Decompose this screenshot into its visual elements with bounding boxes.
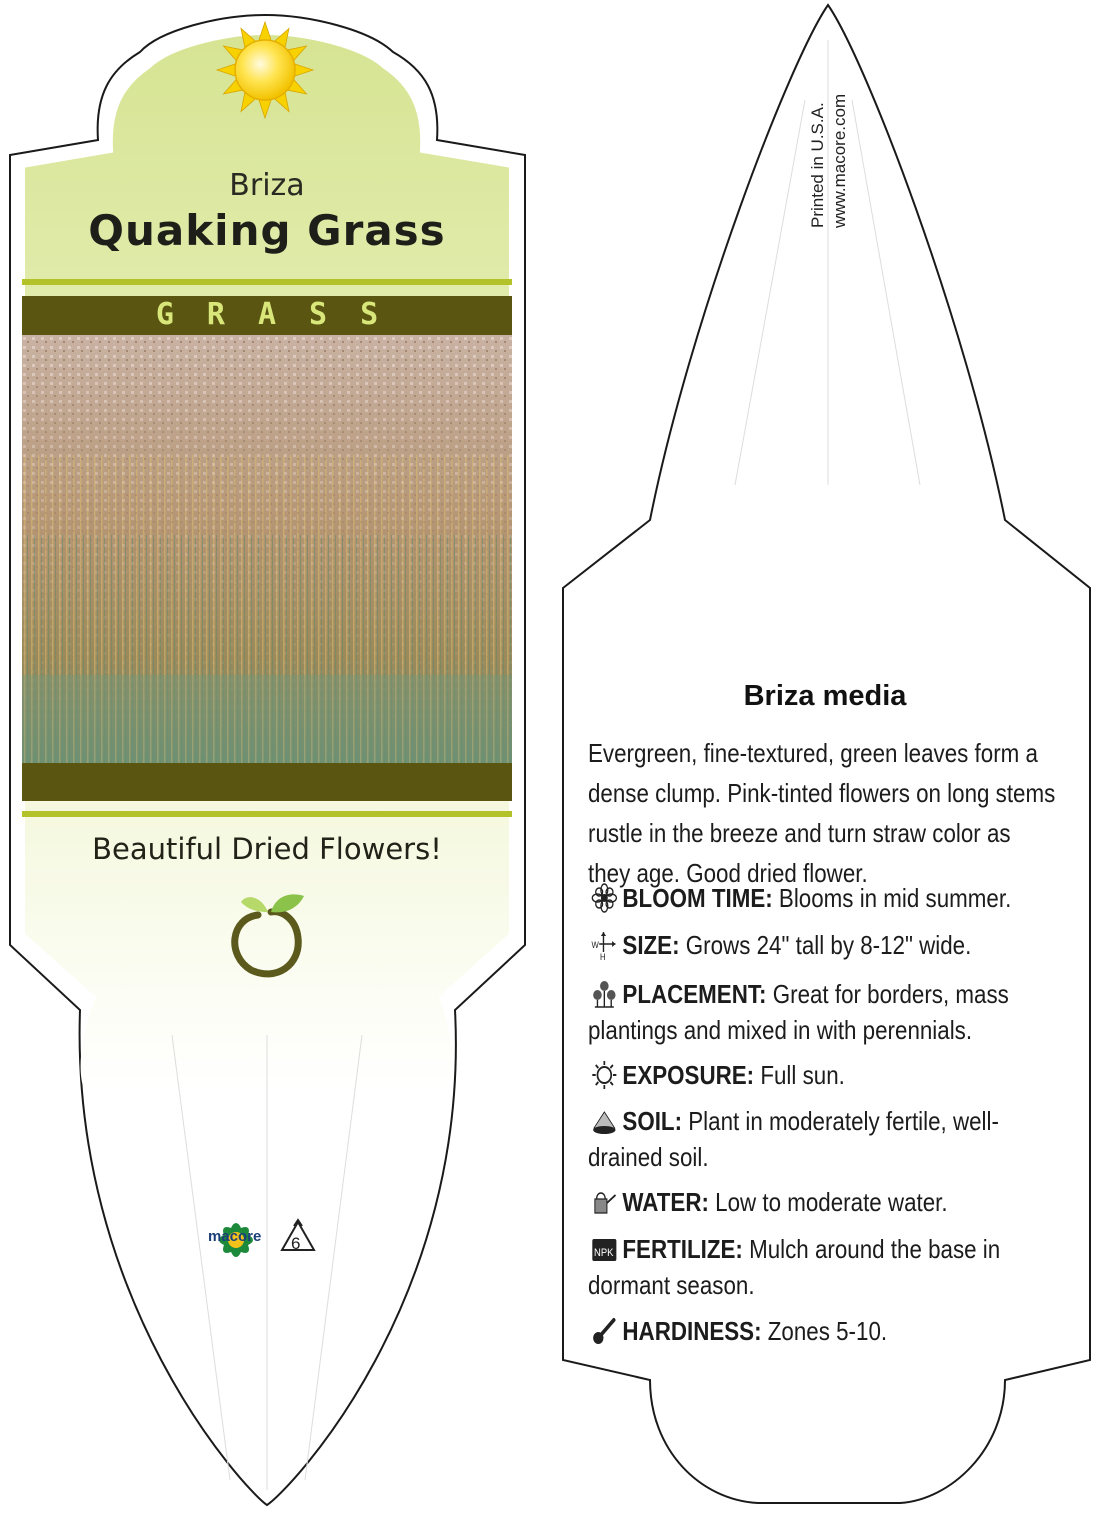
- svg-text:NPK: NPK: [594, 1247, 614, 1260]
- attr-exposure: EXPOSURE: Full sun.: [588, 1057, 1058, 1093]
- scientific-name: Briza media: [743, 680, 907, 712]
- brand-logo-text: macore: [208, 1228, 262, 1245]
- attr-soil: SOIL: Plant in moderately fertile, well-drained soil.: [588, 1106, 999, 1172]
- bottom-band: [22, 763, 512, 801]
- flower-icon: [588, 883, 621, 913]
- thermometer-icon: [588, 1316, 621, 1346]
- watering-can-icon: [588, 1187, 621, 1217]
- recycle-code: 6: [291, 1234, 301, 1253]
- genus-name: Briza: [229, 168, 305, 203]
- soil-icon: [588, 1106, 621, 1136]
- size-arrows-icon: [588, 930, 621, 960]
- website: www.macore.com: [830, 93, 849, 228]
- grass-photo: [22, 335, 512, 763]
- attr-size: W H SIZE: Grows 24" tall by 8-12" wide.: [588, 927, 1058, 963]
- printed-in: Printed in U.S.A.: [808, 102, 827, 228]
- accent-line-top: [22, 279, 512, 285]
- attr-fertilize: NPK FERTILIZE: Mulch around the base in dormant season.: [588, 1234, 1001, 1300]
- plant-placement-icon: [588, 979, 621, 1009]
- tagline: Beautiful Dried Flowers!: [92, 832, 442, 866]
- description: Evergreen, fine-textured, green leaves form a dense clump. Pink-tinted flowers on long stems rustle in the breeze and turn straw color as they age. Good dried flower.: [588, 738, 1056, 888]
- attr-water: WATER: Low to moderate water.: [588, 1184, 1058, 1220]
- sun-exposure-icon: [588, 1060, 621, 1090]
- attr-placement: PLACEMENT: Great for borders, mass plantings and mixed in with perennials.: [588, 979, 1009, 1045]
- attr-hardiness: HARDINESS: Zones 5-10.: [588, 1313, 1058, 1349]
- attr-bloom-time: BLOOM TIME: Blooms in mid summer.: [588, 880, 1058, 916]
- svg-text:H: H: [600, 951, 606, 960]
- common-name: Quaking Grass: [88, 206, 446, 255]
- npk-fertilizer-icon: [588, 1234, 621, 1264]
- category-label: GRASS: [155, 297, 412, 332]
- accent-line-bottom: [22, 811, 512, 817]
- svg-text:W: W: [591, 939, 599, 951]
